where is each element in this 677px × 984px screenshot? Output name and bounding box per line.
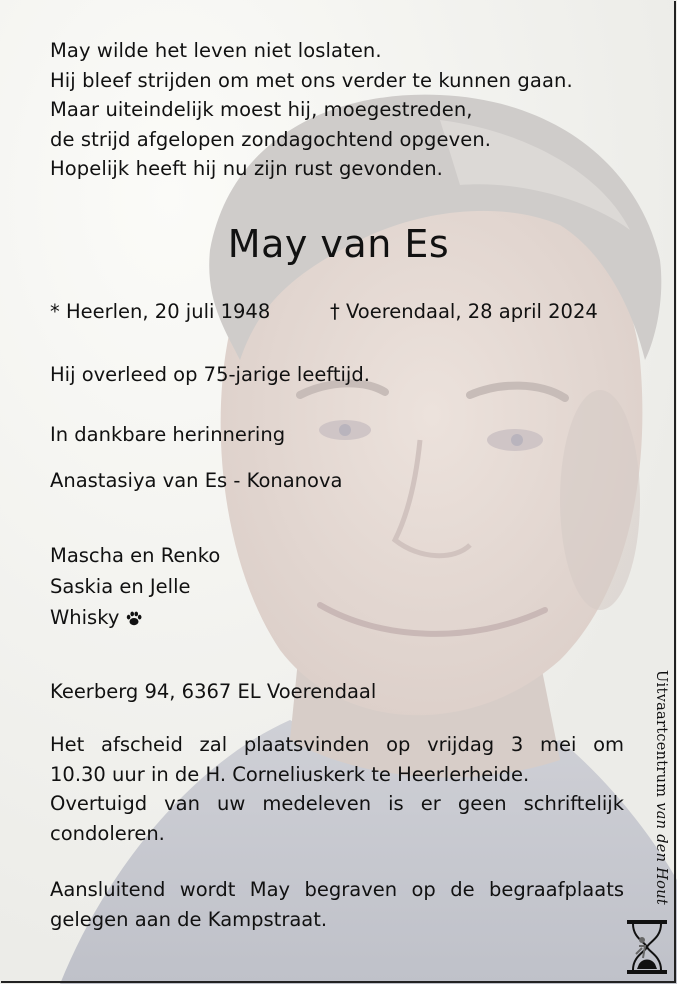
poem-line: May wilde het leven niet loslaten. [50,39,382,62]
farewell-paragraph [50,730,624,848]
burial-paragraph [50,875,624,934]
death-date: † Voerendaal, 28 april 2024 [330,300,598,323]
poem-line: Hij bleef strijden om met ons verder te kunnen gaan. [50,68,573,92]
funeral-home-name-regular: Uitvaartcentrum [653,670,669,803]
birth-date: * Heerlen, 20 juli 1948 [50,300,271,323]
spouse-name: Anastasiya van Es - Konanova [50,469,343,492]
pet-name: Whisky [50,606,120,629]
deceased-name: May van Es [227,222,450,266]
funeral-home-credit [645,670,671,930]
paw-print-icon [125,609,143,627]
opening-poem [50,36,573,184]
poem-line: Maar uiteindelijk moest hij, moegestreden, [50,98,473,121]
farewell-line: 10.30 uur in de H. Corneliuskerk te Heerlerheide. [50,762,530,786]
poem-line: Hopelijk heeft hij nu zijn rust gevonden. [50,157,443,180]
farewell-line: Overtuigd van uw medeleven is er geen schriftelijk [50,792,624,815]
family-member-pet [50,604,143,632]
farewell-line: condoleren. [50,821,165,845]
poem-line: de strijd afgelopen zondagochtend opgeven. [50,127,492,151]
memory-heading: In dankbare herinnering [50,423,286,446]
hourglass-logo-icon [625,918,669,976]
funeral-home-name [653,670,669,905]
burial-line: gelegen aan de Kampstraat. [50,907,328,931]
family-member: Saskia en Jelle [50,575,191,598]
farewell-line: Het afscheid zal plaatsvinden op vrijdag 3 mei om [50,733,624,756]
burial-line: Aansluitend wordt May begraven op de begraafplaats [50,878,624,901]
funeral-home-name-italic: van den Hout [653,802,669,905]
age-statement: Hij overleed op 75-jarige leeftijd. [50,363,370,386]
address: Keerberg 94, 6367 EL Voerendaal [50,680,377,703]
family-member: Mascha en Renko [50,544,221,567]
